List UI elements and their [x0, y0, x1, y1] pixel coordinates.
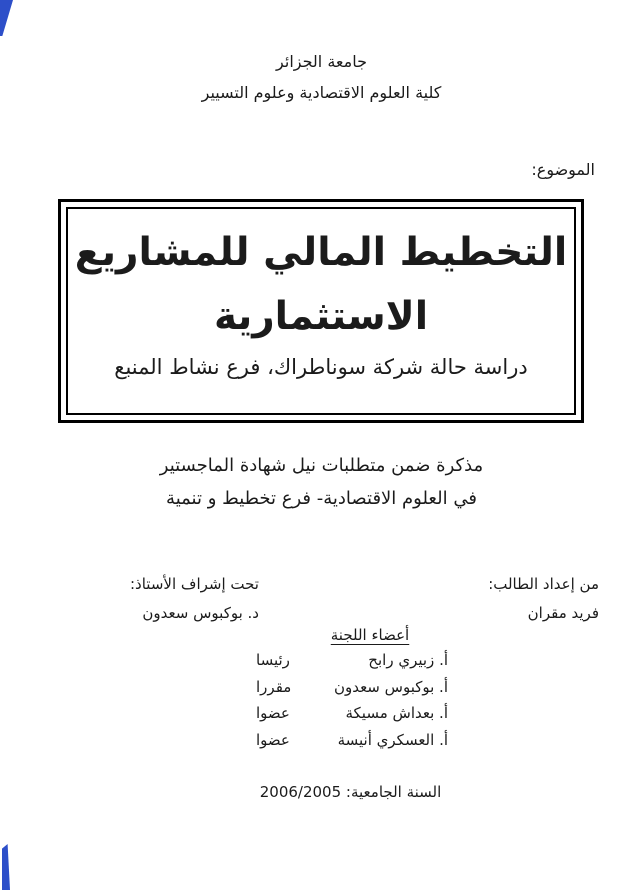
committee-member-name: أ. زبيري رابح — [368, 651, 448, 669]
committee-member-role: مقررا — [256, 677, 292, 696]
title-box-inner-border — [66, 207, 576, 415]
committee-member-name: أ. بوكبوس سعدون — [333, 677, 448, 696]
supervisor-block — [130, 570, 259, 628]
committee-header: أعضاء اللجنة — [330, 626, 410, 644]
title-box — [58, 199, 584, 423]
committee-member-name: أ. بعداش مسيكة — [345, 704, 448, 722]
prepared-by-block — [488, 570, 599, 628]
committee-list — [256, 651, 448, 757]
faculty-name: كلية العلوم الاقتصادية وعلوم التسيير — [201, 83, 442, 102]
supervisor-label: تحت إشراف الأستاذ: — [130, 575, 259, 593]
academic-year-label: السنة الجامعية: — [345, 783, 442, 801]
academic-year-line — [0, 783, 643, 801]
university-name: جامعة الجزائر — [276, 52, 367, 71]
committee-row — [256, 678, 448, 705]
scan-edge-artifact-bottom — [2, 844, 10, 890]
thesis-title-line1: التخطيط المالي للمشاريع — [74, 230, 568, 275]
committee-row — [256, 651, 448, 678]
subject-label: الموضوع: — [531, 160, 595, 179]
committee-member-role: عضوا — [256, 730, 290, 749]
academic-year-value: 2006/2005 — [259, 783, 342, 801]
committee-row — [256, 731, 448, 758]
student-name: فريد مقران — [527, 604, 599, 622]
prepared-by-label: من إعداد الطالب: — [488, 575, 599, 593]
committee-row — [256, 704, 448, 731]
thesis-subtitle: دراسة حالة شركة سوناطراك، فرع نشاط المنبع — [114, 355, 528, 379]
thesis-title-line2: الاستثمارية — [213, 294, 429, 339]
supervisor-name: د. بوكبوس سعدون — [142, 604, 259, 622]
committee-member-role: عضوا — [256, 704, 290, 722]
scan-edge-artifact-top — [0, 0, 13, 36]
degree-specialty-line: في العلوم الاقتصادية- فرع تخطيط و تنمية — [166, 488, 477, 509]
committee-member-role: رئيسا — [256, 651, 290, 669]
committee-member-name: أ. العسكري أنيسة — [337, 730, 448, 749]
degree-requirement-line: مذكرة ضمن متطلبات نيل شهادة الماجستير — [159, 455, 484, 476]
